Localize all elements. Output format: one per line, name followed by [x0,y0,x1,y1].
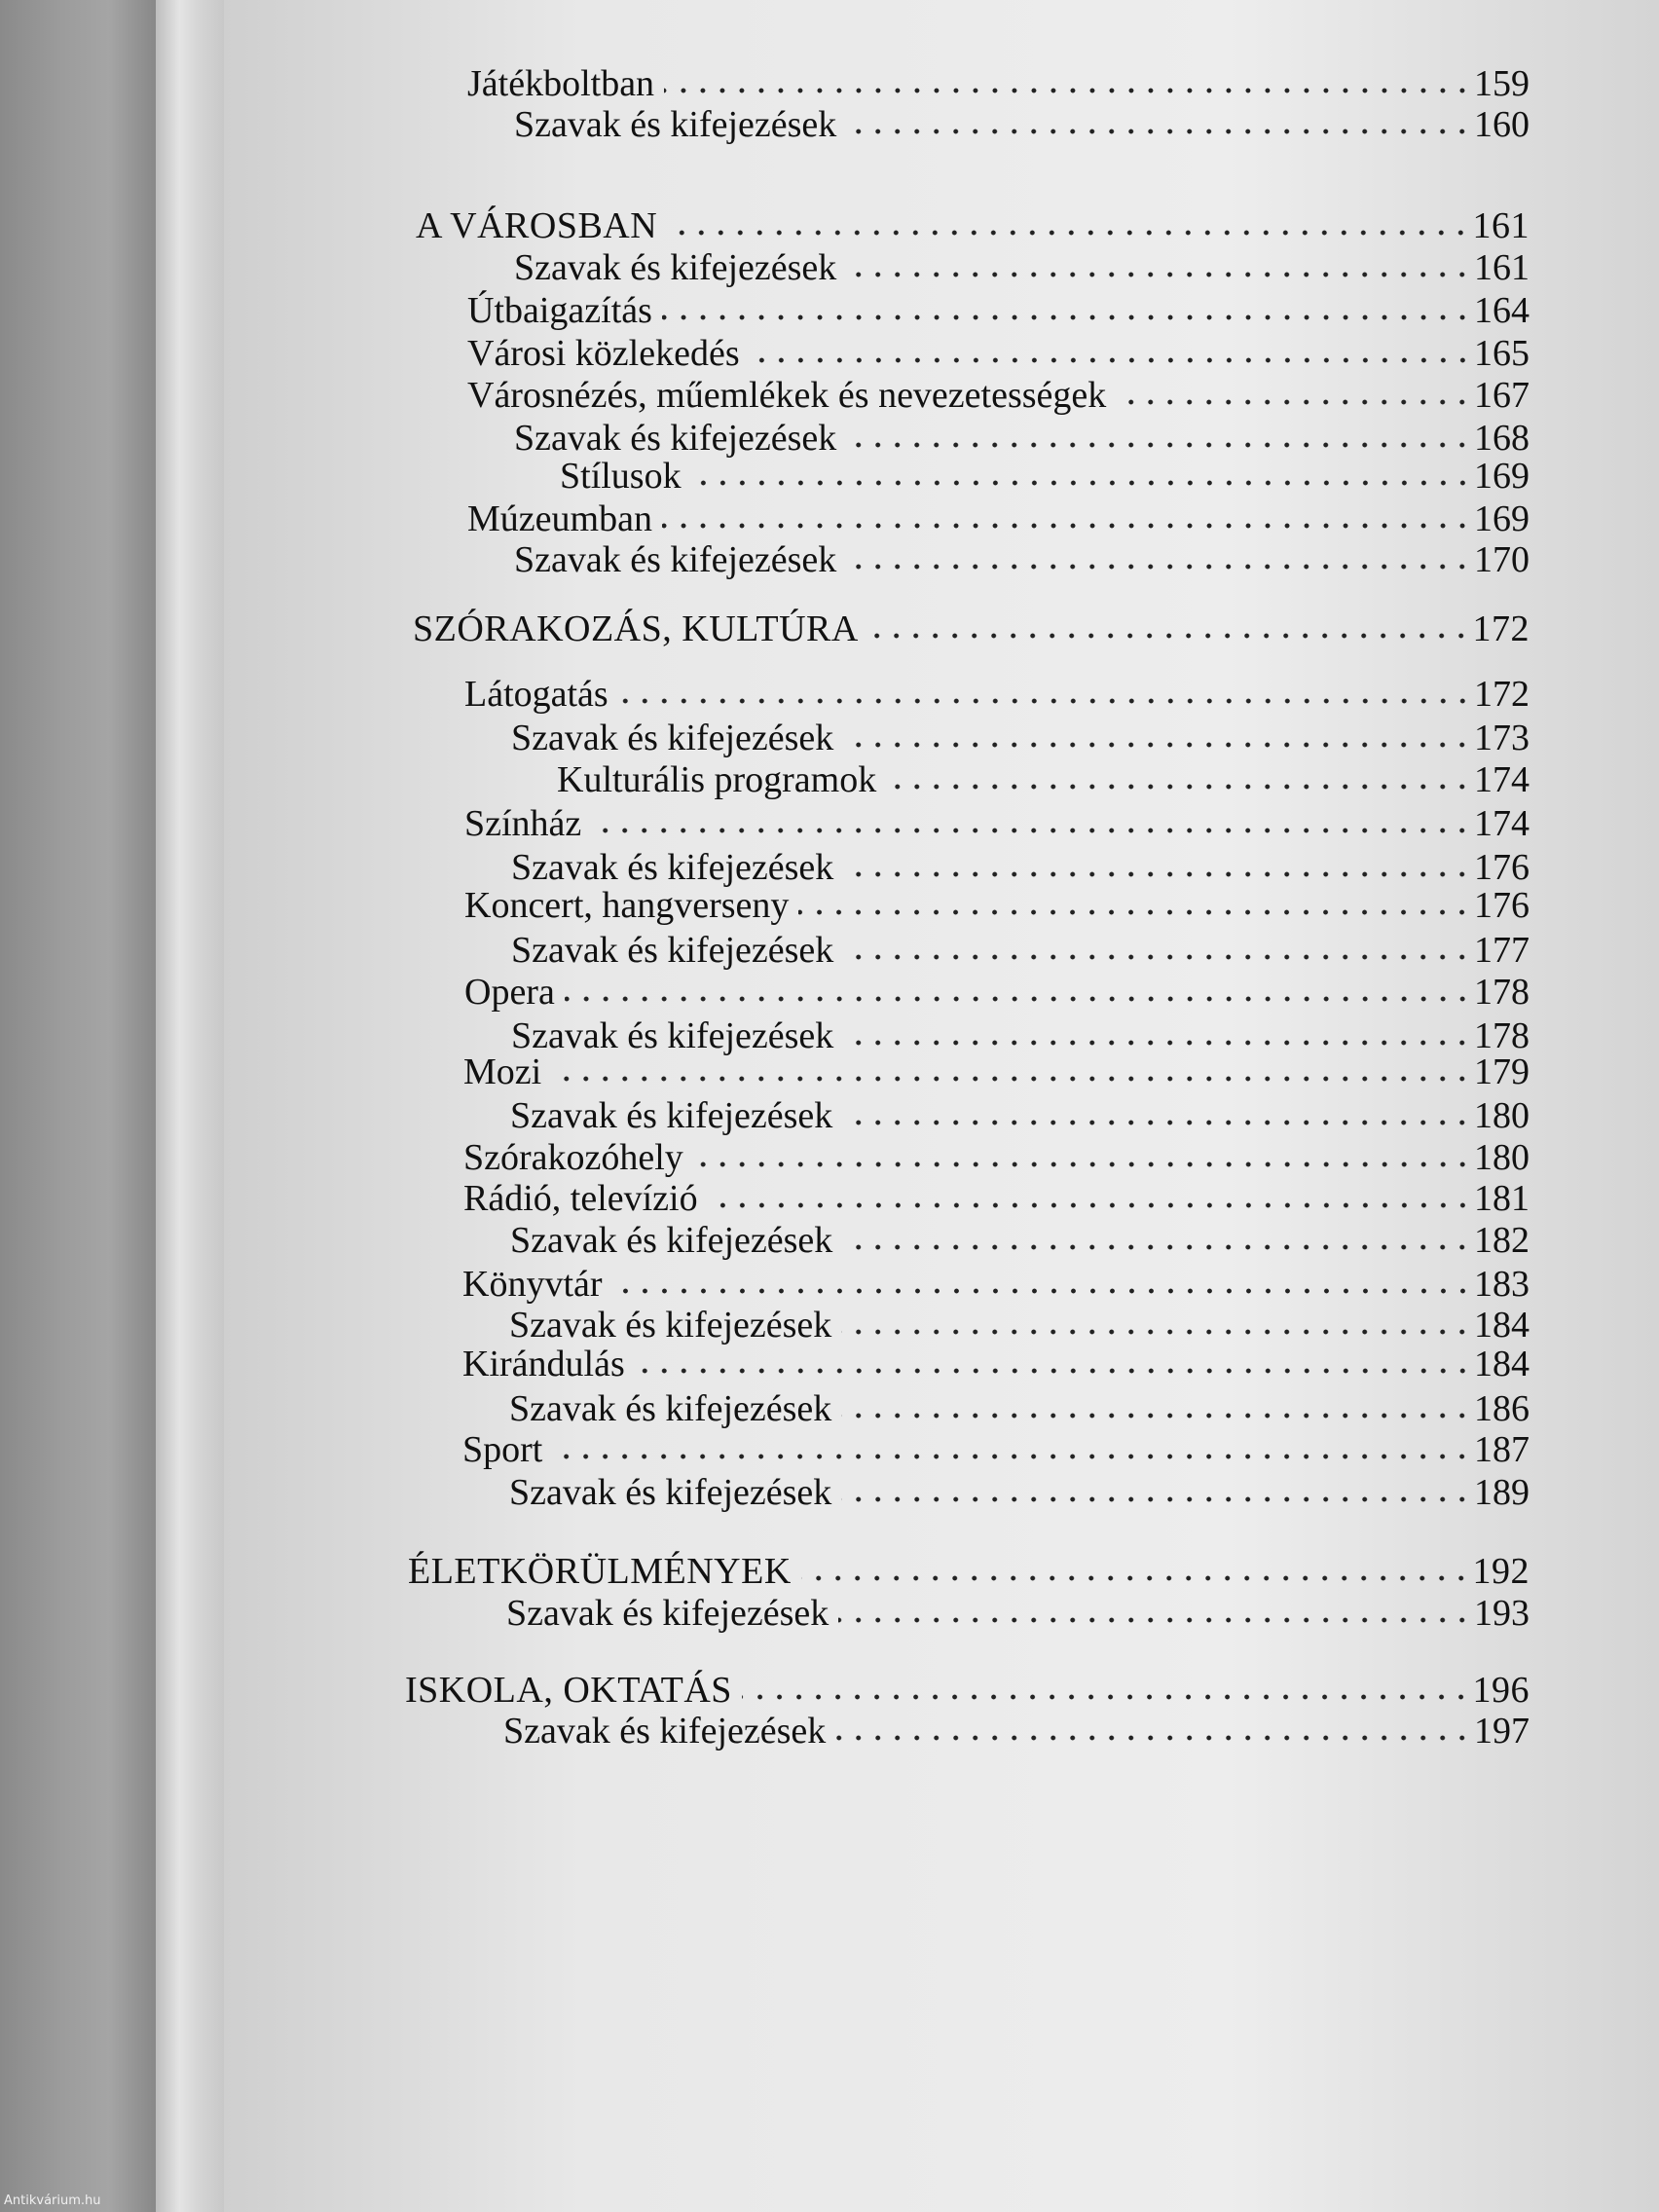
toc-entry [467,289,1530,332]
toc-page-number: 187 [1474,1429,1530,1470]
toc-entry [509,1471,1530,1514]
toc-page-number: 197 [1474,1711,1530,1751]
toc-entry-title: A VÁROSBAN [416,205,658,246]
toc-page-number: 161 [1474,247,1530,288]
toc-page-number: 179 [1474,1051,1530,1092]
dot-leader [886,782,1472,792]
toc-entry [511,929,1530,972]
toc-entry-title: Szavak és kifejezések [509,1388,832,1429]
toc-chapter-entry [416,204,1530,247]
dot-leader [618,696,1472,706]
toc-entry [464,673,1530,716]
dot-leader [841,1494,1472,1504]
toc-entry [557,758,1530,801]
toc-entry-title: SZÓRAKOZÁS, KULTÚRA [413,608,859,649]
toc-entry-title: Útbaigazítás [467,290,652,331]
toc-page-number: 192 [1472,1551,1530,1592]
toc-page-number: 165 [1474,333,1530,374]
dot-leader [693,1160,1472,1169]
toc-entry [514,103,1530,146]
toc-entry-title: Szavak és kifejezések [510,1095,833,1136]
toc-entry [560,455,1530,498]
toc-entry-title: Színház [464,803,582,844]
dot-leader [591,826,1472,835]
toc-page-number: 181 [1474,1178,1530,1219]
toc-page-number: 173 [1474,718,1530,758]
toc-page-number: 180 [1474,1137,1530,1178]
toc-entry [511,717,1530,759]
toc-entry-title: Koncert, hangverseny [464,885,790,926]
toc-page-number: 176 [1474,885,1530,926]
dot-leader [691,478,1472,488]
toc-entry-title: Szórakozóhely [463,1137,683,1178]
toc-entry-title: Szavak és kifejezések [514,104,837,145]
toc-entry-title: Szavak és kifejezések [514,247,837,288]
toc-entry-title: Mozi [463,1051,542,1092]
dot-leader [551,1074,1472,1084]
toc-chapter-entry [413,608,1530,650]
toc-entry-title: Szavak és kifejezések [503,1711,827,1751]
toc-entry-title: Kirándulás [462,1344,625,1384]
dot-leader [843,740,1472,750]
dot-leader [798,907,1472,917]
toc-page-number: 178 [1474,972,1530,1013]
toc-page-number: 178 [1474,1015,1530,1056]
toc-entry [464,802,1530,845]
dot-leader [662,521,1472,531]
toc-page-number: 164 [1474,290,1530,331]
toc-page-number: 177 [1474,930,1530,971]
dot-leader [750,355,1472,365]
toc-entry [462,1343,1530,1385]
book-page [224,0,1659,2212]
toc-page-number: 168 [1474,418,1530,459]
toc-page-number: 184 [1474,1344,1530,1384]
toc-page-number: 186 [1474,1388,1530,1429]
toc-page-number: 160 [1474,104,1530,145]
watermark-text: Antikvárium.hu [4,2194,101,2208]
toc-page-number: 172 [1474,674,1530,715]
toc-entry-title: Sport [462,1429,543,1470]
toc-entry [514,417,1530,460]
table-of-contents [224,0,1659,2212]
toc-page-number: 174 [1474,759,1530,800]
toc-entry-title: Szavak és kifejezések [509,1472,832,1513]
toc-page-number: 167 [1474,375,1530,416]
toc-entry [509,1387,1530,1430]
toc-entry-title: Szavak és kifejezések [511,1015,834,1056]
toc-entry-title: ÉLETKÖRÜLMÉNYEK [408,1551,792,1592]
toc-entry [503,1710,1530,1752]
toc-entry [467,374,1530,417]
toc-entry [464,971,1530,1014]
toc-entry [509,1304,1530,1346]
dot-leader [841,1327,1472,1337]
dot-leader [635,1366,1472,1376]
dot-leader [846,562,1472,571]
toc-entry-title: Városi közlekedés [467,333,740,374]
toc-page-number: 180 [1474,1095,1530,1136]
dot-leader [843,869,1472,879]
dot-leader [552,1452,1472,1461]
toc-entry-title: Opera [464,972,555,1013]
toc-entry [514,538,1530,581]
dot-leader [662,313,1472,322]
toc-entry [463,1136,1530,1179]
toc-page-number: 176 [1474,847,1530,888]
toc-page-number: 159 [1474,63,1530,104]
dot-leader [565,994,1472,1004]
toc-entry-title: Szavak és kifejezések [511,930,834,971]
book-spine-background [0,0,156,2212]
toc-page-number: 172 [1472,608,1530,649]
toc-page-number: 182 [1474,1220,1530,1261]
toc-entry [467,62,1530,105]
dot-leader [667,228,1470,238]
toc-entry [510,1219,1530,1262]
toc-page-number: 170 [1474,539,1530,580]
dot-leader [842,1242,1472,1252]
dot-leader [612,1286,1472,1296]
toc-page-number: 184 [1474,1305,1530,1346]
toc-page-number: 196 [1472,1670,1530,1711]
toc-chapter-entry [405,1669,1530,1712]
dot-leader [742,1692,1471,1702]
toc-entry [514,246,1530,289]
toc-entry [463,1051,1530,1093]
toc-page-number: 169 [1474,456,1530,497]
dot-leader [835,1733,1472,1743]
toc-entry-title: Múzeumban [467,498,652,539]
toc-page-number: 161 [1472,205,1530,246]
toc-page-number: 189 [1474,1472,1530,1513]
toc-entry [464,884,1530,927]
toc-entry-title: ISKOLA, OKTATÁS [405,1670,732,1711]
toc-entry-title: Szavak és kifejezések [511,718,834,758]
toc-page-number: 193 [1474,1593,1530,1634]
dot-leader [846,270,1472,279]
toc-entry-title: Könyvtár [462,1264,603,1305]
dot-leader [846,127,1472,136]
dot-leader [843,952,1472,962]
toc-entry [467,498,1530,540]
toc-entry-title: Szavak és kifejezések [506,1593,830,1634]
toc-entry [462,1428,1530,1471]
toc-entry [506,1592,1530,1635]
dot-leader [838,1615,1472,1625]
dot-leader [846,440,1472,450]
dot-leader [801,1573,1471,1583]
toc-entry-title: Szavak és kifejezések [514,539,837,580]
toc-entry-title: Stílusok [560,456,682,497]
toc-entry [510,1094,1530,1137]
toc-entry [463,1177,1530,1220]
dot-leader [842,1118,1472,1127]
dot-leader [843,1038,1472,1048]
dot-leader [868,631,1471,641]
toc-entry-title: Rádió, televízió [463,1178,698,1219]
toc-entry-title: Látogatás [464,674,608,715]
toc-entry [462,1263,1530,1306]
toc-chapter-entry [408,1550,1530,1593]
toc-entry-title: Szavak és kifejezések [510,1220,833,1261]
toc-entry-title: Játékboltban [467,63,655,104]
toc-entry-title: Szavak és kifejezések [511,847,834,888]
dot-leader [841,1411,1472,1420]
toc-entry-title: Szavak és kifejezések [514,418,837,459]
dot-leader [664,86,1472,95]
toc-page-number: 169 [1474,498,1530,539]
toc-page-number: 174 [1474,803,1530,844]
toc-entry-title: Városnézés, műemlékek és nevezetességek [467,375,1107,416]
toc-entry-title: Kulturális programok [557,759,877,800]
dot-leader [708,1200,1472,1210]
page-edge [156,0,224,2212]
toc-entry [511,846,1530,889]
toc-page-number: 183 [1474,1264,1530,1305]
toc-entry-title: Szavak és kifejezések [509,1305,832,1346]
toc-entry [467,332,1530,375]
dot-leader [1116,397,1472,407]
